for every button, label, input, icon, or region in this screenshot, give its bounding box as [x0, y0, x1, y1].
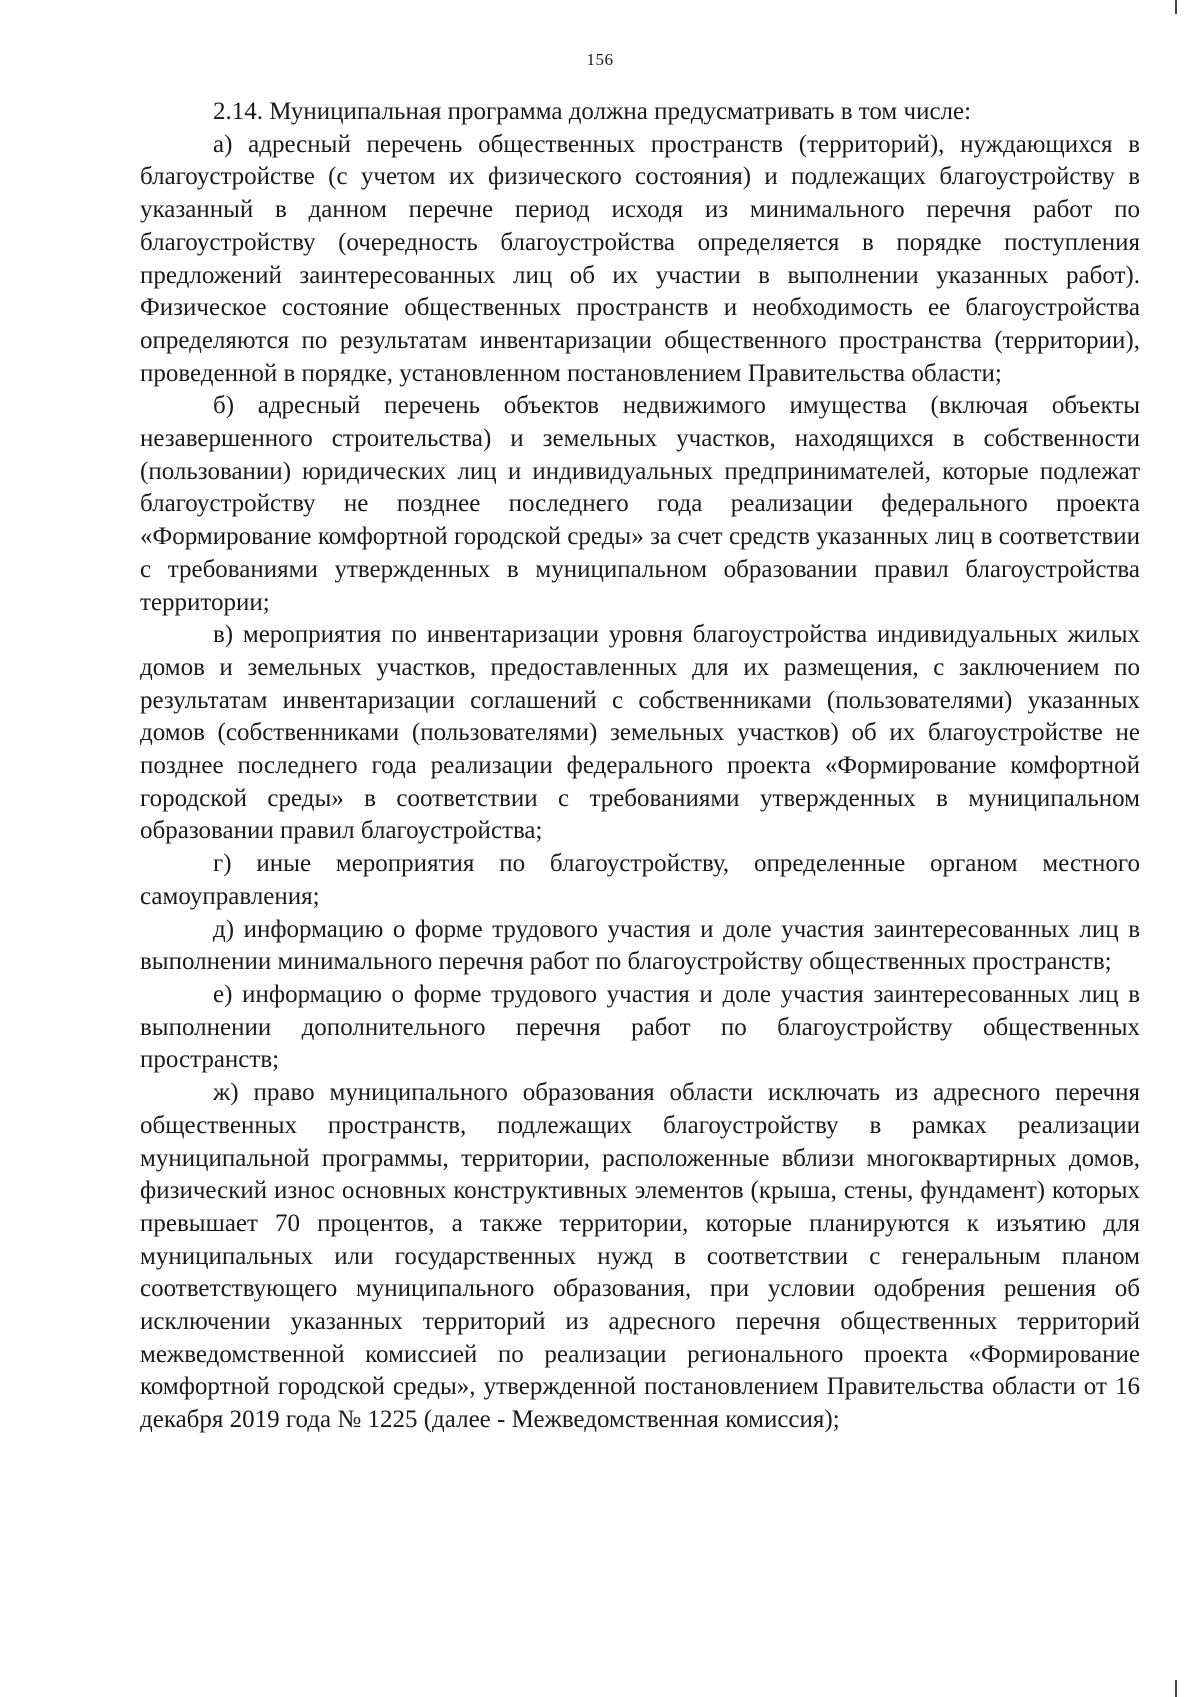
paragraph-e: е) информацию о форме трудового участия и доле участия заинтересованных лиц в выполнении дополнительного перечня работ по благоустройству общественных пространств;	[140, 980, 1140, 1074]
paragraph-b: б) адресный перечень объектов недвижимого имущества (включая объекты незавершенного строительства) и земельных участков, находящихся в собственности (пользовании) юридических лиц и индивидуальных предпринимателей, которые подлежат благоустройству не позднее последнего года реализации федерального проекта «Формирование комфортной городской среды» за счет средств указанных лиц в соответствии с требованиями утвержденных в муниципальном образовании правил благоустройства территории;	[140, 392, 1140, 616]
page-number: 156	[586, 50, 614, 69]
document-body	[140, 96, 1140, 1437]
paragraph-zh: ж) право муниципального образования области исключать из адресного перечня общественных пространств, подлежащих благоустройству в рамках реализации муниципальной программы, территории, расположенные вблизи многоквартирных домов, физический износ основных конструктивных элементов (крыша, стены, фундамент) которых превышает 70 процентов, а также территории, которые планируются к изъятию для муниципальных или государственных нужд в соответствии с генеральным планом соответствующего муниципального образования, при условии одобрения решения об исключении указанных территорий из адресного перечня общественных территорий межведомственной комиссией по реализации регионального проекта «Формирование комфортной городской среды», утвержденной постановлением Правительства области от 16 декабря 2019 года № 1225 (далее - Межведомственная комиссия);	[140, 1079, 1140, 1434]
paragraph-g: г) иные мероприятия по благоустройству, определенные органом местного самоуправления;	[140, 850, 1140, 910]
section-heading-2-14: 2.14. Муниципальная программа должна предусматривать в том числе:	[213, 98, 972, 125]
paragraph-d: д) информацию о форме трудового участия и доле участия заинтересованных лиц в выполнении минимального перечня работ по благоустройству общественных пространств;	[140, 915, 1140, 976]
scan-edge-mark-top	[1175, 0, 1177, 14]
paragraph-v: в) мероприятия по инвентаризации уровня благоустройства индивидуальных жилых домов и земельных участков, предоставленных для их размещения, с заключением по результатам инвентаризации соглашений с собственниками (пользователями) указанных домов (собственниками (пользователями) земельных участков) об их благоустройстве не позднее последнего года реализации федерального проекта «Формирование комфортной городской среды» в соответствии с требованиями утвержденных в муниципальном образовании правил благоустройства;	[140, 621, 1140, 845]
paragraph-a: а) адресный перечень общественных пространств (территорий), нуждающихся в благоустройстве (с учетом их физического состояния) и подлежащих благоустройству в указанный в данном перечне период исходя из минимального перечня работ по благоустройству (очередность благоустройства определяется в порядке поступления предложений заинтересованных лиц об их участии в выполнении указанных работ). Физическое состояние общественных пространств и необходимость ее благоустройства определяются по результатам инвентаризации общественного пространства (территории), проведенной в порядке, установленном постановлением Правительства области;	[140, 130, 1140, 387]
scan-edge-mark-bottom	[1175, 1680, 1177, 1697]
